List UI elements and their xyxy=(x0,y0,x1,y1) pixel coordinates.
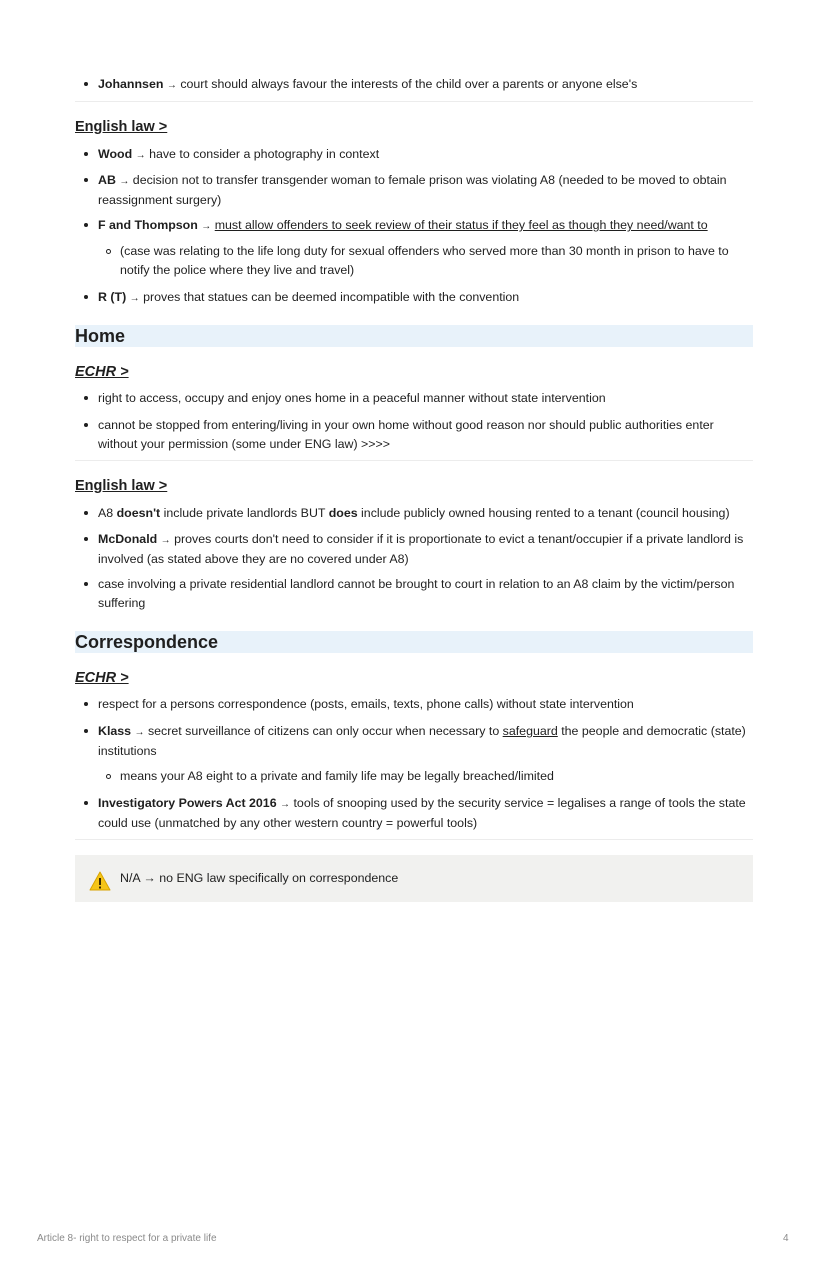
emphasis: doesn't xyxy=(116,506,161,520)
sub-list-item xyxy=(120,242,750,280)
echr-heading: ECHR > xyxy=(75,364,129,380)
case-text: secret surveillance of citizens can only occur when necessary to xyxy=(144,724,503,738)
list-item-f-and-thompson xyxy=(98,216,750,236)
arrow: → xyxy=(129,293,140,304)
item-text: A8 xyxy=(98,506,117,520)
bullet xyxy=(84,396,88,400)
bullet xyxy=(84,511,88,515)
case-text: proves courts don't need to consider if it is proportionate to evict a tenant/occupier if a private landlord is involved (as stated above they are no covered under A8) xyxy=(98,532,744,566)
case-text: have to consider a photography in context xyxy=(145,147,380,161)
list-item-a8 xyxy=(98,504,750,523)
bullet xyxy=(84,801,88,805)
sub-bullet xyxy=(106,249,111,254)
case-text: proves that statues can be deemed incompatible with the convention xyxy=(139,290,520,304)
case-text: tools of snooping used by the security service = legalises a range of tools the state could use (unmatched by any other western country = powerful tools) xyxy=(98,796,746,830)
case-name: R (T) xyxy=(98,290,127,304)
arrow: → xyxy=(166,80,177,91)
list-item-ipa xyxy=(98,794,750,833)
divider xyxy=(75,101,753,102)
section-band-home xyxy=(75,325,753,347)
bullet xyxy=(84,223,88,227)
section-title: Home xyxy=(75,326,126,346)
case-name: Johannsen xyxy=(98,77,164,91)
english-law-heading: English law > xyxy=(75,478,168,494)
callout-box xyxy=(75,855,753,902)
list-item-r-t xyxy=(98,288,750,308)
emphasis: does xyxy=(328,506,358,520)
item-text: include private landlords BUT xyxy=(160,506,329,520)
bullet xyxy=(84,729,88,733)
arrow: → xyxy=(134,727,145,738)
list-item xyxy=(98,575,750,613)
case-text: court should always favour the interests of the child over a parents or anyone else's xyxy=(176,77,638,91)
english-law-heading: English law > xyxy=(75,119,168,135)
list-item-wood xyxy=(98,145,750,165)
arrow: → xyxy=(119,176,130,187)
list-item-klass xyxy=(98,722,750,761)
case-name: Wood xyxy=(98,147,133,161)
case-name: AB xyxy=(98,173,116,187)
page-number: 4 xyxy=(783,1233,789,1244)
arrow: → xyxy=(160,535,171,546)
footer-title: Article 8- right to respect for a private life xyxy=(37,1233,217,1244)
item-text: include publicly owned housing rented to a tenant (council housing) xyxy=(357,506,730,520)
list-item-johannsen xyxy=(98,75,750,95)
list-item xyxy=(98,695,750,714)
bullet xyxy=(84,295,88,299)
list-item xyxy=(98,389,750,408)
item-text: cannot be stopped from entering/living in your own home without good reason nor should public authorities enter without your permission (some under ENG law) >>>> xyxy=(98,418,714,451)
arrow: → xyxy=(280,799,291,810)
divider xyxy=(75,839,753,840)
case-text: the people and democratic (state) institutions xyxy=(98,724,746,758)
section-title: Correspondence xyxy=(75,632,219,652)
case-name: F and Thompson xyxy=(98,218,198,232)
sub-list-item xyxy=(120,767,750,786)
case-text: decision not to transfer transgender woman to female prison was violating A8 (needed to be moved to obtain reassignment surgery) xyxy=(98,173,727,207)
bullet xyxy=(84,178,88,182)
sub-bullet xyxy=(106,774,111,779)
case-name: McDonald xyxy=(98,532,158,546)
echr-heading: ECHR > xyxy=(75,670,129,686)
warning-icon xyxy=(89,871,111,891)
item-text: respect for a persons correspondence (posts, emails, texts, phone calls) without state intervention xyxy=(98,697,634,711)
list-item-ab xyxy=(98,171,750,210)
sub-item-text: (case was relating to the life long duty for sexual offenders who served more than 30 month in prison to have to notify the police where they live and travel) xyxy=(120,244,729,277)
bullet xyxy=(84,537,88,541)
arrow: → xyxy=(135,150,146,161)
bullet xyxy=(84,702,88,706)
bullet xyxy=(84,152,88,156)
bullet xyxy=(84,423,88,427)
case-text-underlined: must allow offenders to seek review of their status if they feel as though they need/want to xyxy=(214,218,708,232)
sub-item-text: means your A8 eight to a private and family life may be legally breached/limited xyxy=(120,769,554,783)
divider xyxy=(75,460,753,461)
list-item xyxy=(98,416,750,454)
list-item-mcdonald xyxy=(98,530,750,569)
bullet xyxy=(84,582,88,586)
callout-text: N/A → no ENG law specifically on correspondence xyxy=(120,871,399,885)
bullet xyxy=(84,82,88,86)
case-text-underlined: safeguard xyxy=(502,724,558,738)
section-band-correspondence xyxy=(75,631,753,653)
arrow: → xyxy=(201,221,212,232)
item-text: case involving a private residential landlord cannot be brought to court in relation to an A8 claim by the victim/person suffering xyxy=(98,577,735,610)
case-name: Investigatory Powers Act 2016 xyxy=(98,796,277,810)
case-name: Klass xyxy=(98,724,132,738)
item-text: right to access, occupy and enjoy ones home in a peaceful manner without state intervention xyxy=(98,391,606,405)
